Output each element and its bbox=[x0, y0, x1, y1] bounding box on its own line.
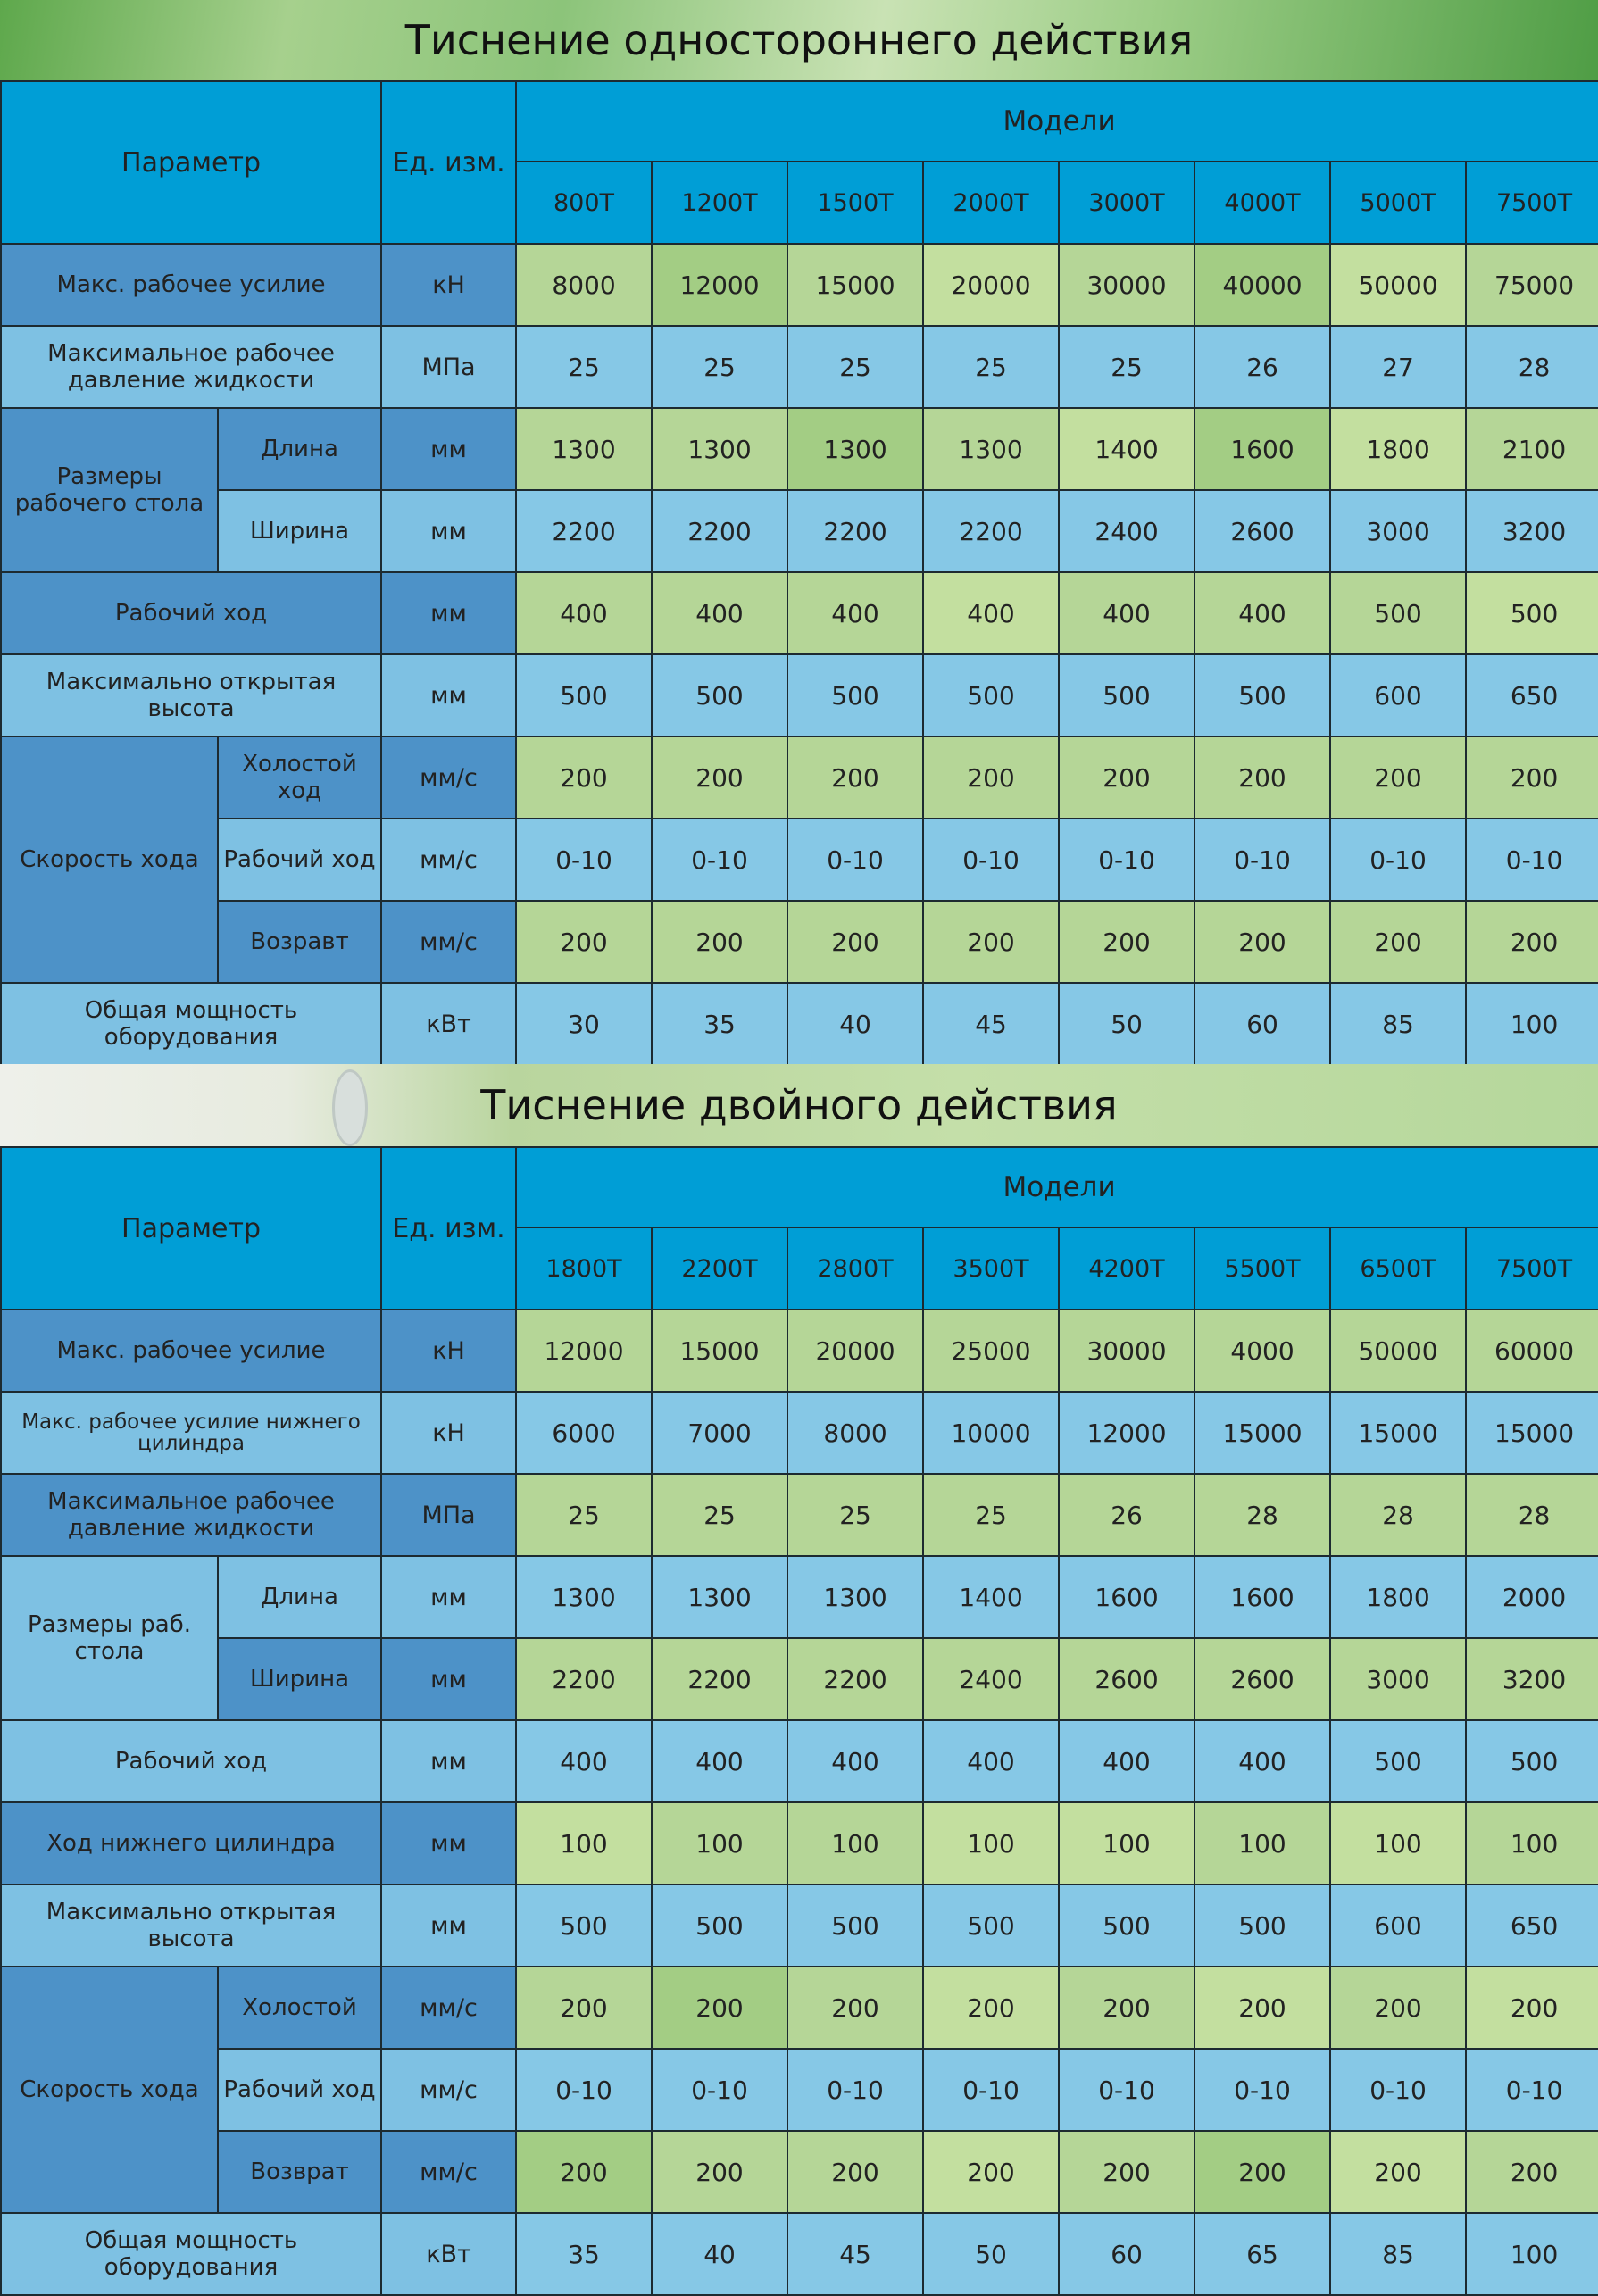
unit-cell: МПа bbox=[381, 326, 516, 408]
model-cell: 7500T bbox=[1466, 162, 1598, 244]
value-cell: 200 bbox=[1466, 736, 1598, 819]
value-cell: 0-10 bbox=[1466, 2049, 1598, 2131]
value-cell: 1300 bbox=[516, 408, 652, 490]
value-cell: 200 bbox=[516, 1967, 652, 2049]
value-cell: 200 bbox=[1194, 2131, 1330, 2213]
param-label: Максимальное рабочее давление жидкости bbox=[1, 1474, 381, 1556]
value-cell: 12000 bbox=[1059, 1392, 1194, 1474]
param-label: Рабочий ход bbox=[218, 819, 381, 901]
table-row bbox=[1, 1310, 1598, 1392]
value-cell: 2200 bbox=[787, 1638, 923, 1720]
unit-cell: кН bbox=[381, 1310, 516, 1392]
unit-cell: мм bbox=[381, 654, 516, 736]
section-title-text: Тиснение двойного действия bbox=[480, 1081, 1118, 1129]
value-cell: 2600 bbox=[1059, 1638, 1194, 1720]
value-cell: 400 bbox=[1194, 1720, 1330, 1802]
model-cell: 6500T bbox=[1330, 1227, 1466, 1310]
value-cell: 500 bbox=[1330, 1720, 1466, 1802]
unit-cell: мм bbox=[381, 1720, 516, 1802]
table-header-row bbox=[1, 1147, 1598, 1227]
value-cell: 200 bbox=[1194, 736, 1330, 819]
section-title-double-action bbox=[0, 1064, 1598, 1146]
spec-table-single-action bbox=[0, 80, 1598, 1066]
value-cell: 25 bbox=[652, 1474, 787, 1556]
value-cell: 500 bbox=[516, 654, 652, 736]
value-cell: 200 bbox=[652, 736, 787, 819]
value-cell: 200 bbox=[1466, 901, 1598, 983]
value-cell: 100 bbox=[1330, 1802, 1466, 1884]
value-cell: 3000 bbox=[1330, 490, 1466, 572]
value-cell: 25 bbox=[787, 1474, 923, 1556]
value-cell: 500 bbox=[652, 1884, 787, 1967]
value-cell: 500 bbox=[1059, 1884, 1194, 1967]
value-cell: 0-10 bbox=[516, 2049, 652, 2131]
value-cell: 0-10 bbox=[652, 2049, 787, 2131]
value-cell: 0-10 bbox=[923, 819, 1059, 901]
value-cell: 400 bbox=[787, 572, 923, 654]
value-cell: 400 bbox=[1059, 572, 1194, 654]
value-cell: 200 bbox=[1194, 1967, 1330, 2049]
param-group-label: Размеры рабочего стола bbox=[1, 408, 218, 572]
value-cell: 30000 bbox=[1059, 244, 1194, 326]
value-cell: 400 bbox=[1059, 1720, 1194, 1802]
unit-cell: мм/с bbox=[381, 2131, 516, 2213]
value-cell: 45 bbox=[923, 983, 1059, 1065]
unit-cell: мм bbox=[381, 1556, 516, 1638]
table-row bbox=[1, 1720, 1598, 1802]
param-label: Макс. рабочее усилие bbox=[1, 1310, 381, 1392]
value-cell: 2600 bbox=[1194, 490, 1330, 572]
model-cell: 2800T bbox=[787, 1227, 923, 1310]
value-cell: 100 bbox=[1466, 983, 1598, 1065]
table-row bbox=[1, 901, 1598, 983]
table-row bbox=[1, 1967, 1598, 2049]
param-label: Длина bbox=[218, 408, 381, 490]
table-row bbox=[1, 819, 1598, 901]
value-cell: 100 bbox=[787, 1802, 923, 1884]
spec-table-double-action bbox=[0, 1146, 1598, 2296]
value-cell: 600 bbox=[1330, 654, 1466, 736]
value-cell: 60 bbox=[1059, 2213, 1194, 2295]
table-row bbox=[1, 983, 1598, 1065]
value-cell: 200 bbox=[516, 736, 652, 819]
model-cell: 5500T bbox=[1194, 1227, 1330, 1310]
header-unit: Ед. изм. bbox=[381, 81, 516, 244]
value-cell: 200 bbox=[923, 736, 1059, 819]
value-cell: 50 bbox=[923, 2213, 1059, 2295]
value-cell: 15000 bbox=[1330, 1392, 1466, 1474]
value-cell: 28 bbox=[1466, 326, 1598, 408]
value-cell: 26 bbox=[1194, 326, 1330, 408]
value-cell: 3200 bbox=[1466, 1638, 1598, 1720]
value-cell: 25 bbox=[652, 326, 787, 408]
value-cell: 100 bbox=[1466, 2213, 1598, 2295]
value-cell: 500 bbox=[516, 1884, 652, 1967]
unit-cell: мм bbox=[381, 1638, 516, 1720]
value-cell: 500 bbox=[1330, 572, 1466, 654]
table-row bbox=[1, 1474, 1598, 1556]
value-cell: 200 bbox=[1330, 1967, 1466, 2049]
param-label: Ширина bbox=[218, 1638, 381, 1720]
model-cell: 4000T bbox=[1194, 162, 1330, 244]
value-cell: 200 bbox=[787, 736, 923, 819]
value-cell: 100 bbox=[1466, 1802, 1598, 1884]
value-cell: 30000 bbox=[1059, 1310, 1194, 1392]
param-label: Максимальное рабочее давление жидкости bbox=[1, 326, 381, 408]
param-label: Макс. рабочее усилие bbox=[1, 244, 381, 326]
unit-cell: МПа bbox=[381, 1474, 516, 1556]
param-label: Ширина bbox=[218, 490, 381, 572]
value-cell: 50000 bbox=[1330, 244, 1466, 326]
value-cell: 0-10 bbox=[1059, 2049, 1194, 2131]
value-cell: 200 bbox=[1059, 901, 1194, 983]
value-cell: 200 bbox=[923, 1967, 1059, 2049]
table-row bbox=[1, 326, 1598, 408]
value-cell: 15000 bbox=[1466, 1392, 1598, 1474]
unit-cell: кН bbox=[381, 244, 516, 326]
value-cell: 1600 bbox=[1194, 1556, 1330, 1638]
value-cell: 500 bbox=[1194, 1884, 1330, 1967]
value-cell: 1300 bbox=[787, 1556, 923, 1638]
unit-cell: мм/с bbox=[381, 1967, 516, 2049]
param-label: Общая мощность оборудования bbox=[1, 983, 381, 1065]
value-cell: 100 bbox=[516, 1802, 652, 1884]
value-cell: 25 bbox=[923, 1474, 1059, 1556]
value-cell: 20000 bbox=[923, 244, 1059, 326]
section-title-single-action bbox=[0, 0, 1598, 80]
value-cell: 2200 bbox=[923, 490, 1059, 572]
param-label: Максимально открытая высота bbox=[1, 654, 381, 736]
value-cell: 12000 bbox=[652, 244, 787, 326]
value-cell: 3200 bbox=[1466, 490, 1598, 572]
model-cell: 1800T bbox=[516, 1227, 652, 1310]
value-cell: 200 bbox=[652, 1967, 787, 2049]
value-cell: 8000 bbox=[787, 1392, 923, 1474]
value-cell: 500 bbox=[1194, 654, 1330, 736]
table-row bbox=[1, 490, 1598, 572]
value-cell: 200 bbox=[1059, 1967, 1194, 2049]
value-cell: 2200 bbox=[652, 1638, 787, 1720]
value-cell: 0-10 bbox=[787, 819, 923, 901]
unit-cell: мм bbox=[381, 408, 516, 490]
value-cell: 50 bbox=[1059, 983, 1194, 1065]
table-header-row bbox=[1, 81, 1598, 162]
param-label: Рабочий ход bbox=[1, 1720, 381, 1802]
value-cell: 75000 bbox=[1466, 244, 1598, 326]
value-cell: 100 bbox=[923, 1802, 1059, 1884]
table-row bbox=[1, 244, 1598, 326]
model-cell: 4200T bbox=[1059, 1227, 1194, 1310]
value-cell: 85 bbox=[1330, 2213, 1466, 2295]
value-cell: 2400 bbox=[1059, 490, 1194, 572]
unit-cell: кВт bbox=[381, 983, 516, 1065]
table-row bbox=[1, 1392, 1598, 1474]
disc-decoration-icon bbox=[332, 1069, 368, 1146]
value-cell: 400 bbox=[787, 1720, 923, 1802]
value-cell: 400 bbox=[652, 1720, 787, 1802]
param-label: Общая мощность оборудования bbox=[1, 2213, 381, 2295]
param-label: Макс. рабочее усилие нижнего цилиндра bbox=[1, 1392, 381, 1474]
value-cell: 200 bbox=[787, 901, 923, 983]
value-cell: 12000 bbox=[516, 1310, 652, 1392]
value-cell: 85 bbox=[1330, 983, 1466, 1065]
table-row bbox=[1, 572, 1598, 654]
header-param: Параметр bbox=[1, 81, 381, 244]
unit-cell: мм bbox=[381, 572, 516, 654]
param-label: Максимально открытая высота bbox=[1, 1884, 381, 1967]
value-cell: 200 bbox=[1466, 1967, 1598, 2049]
value-cell: 2100 bbox=[1466, 408, 1598, 490]
model-cell: 3000T bbox=[1059, 162, 1194, 244]
section-title-text: Тиснение одностороннего действия bbox=[404, 16, 1194, 64]
table-row bbox=[1, 1638, 1598, 1720]
value-cell: 200 bbox=[516, 2131, 652, 2213]
value-cell: 200 bbox=[1330, 736, 1466, 819]
value-cell: 25 bbox=[1059, 326, 1194, 408]
value-cell: 200 bbox=[1330, 901, 1466, 983]
param-label: Возравт bbox=[218, 901, 381, 983]
value-cell: 15000 bbox=[1194, 1392, 1330, 1474]
value-cell: 1800 bbox=[1330, 408, 1466, 490]
model-cell: 5000T bbox=[1330, 162, 1466, 244]
value-cell: 0-10 bbox=[787, 2049, 923, 2131]
value-cell: 1600 bbox=[1059, 1556, 1194, 1638]
value-cell: 650 bbox=[1466, 1884, 1598, 1967]
value-cell: 400 bbox=[1194, 572, 1330, 654]
value-cell: 400 bbox=[652, 572, 787, 654]
value-cell: 4000 bbox=[1194, 1310, 1330, 1392]
header-unit: Ед. изм. bbox=[381, 1147, 516, 1310]
value-cell: 15000 bbox=[787, 244, 923, 326]
unit-cell: кВт bbox=[381, 2213, 516, 2295]
value-cell: 1300 bbox=[787, 408, 923, 490]
value-cell: 2600 bbox=[1194, 1638, 1330, 1720]
header-param: Параметр bbox=[1, 1147, 381, 1310]
value-cell: 100 bbox=[652, 1802, 787, 1884]
table-row bbox=[1, 2131, 1598, 2213]
value-cell: 1400 bbox=[1059, 408, 1194, 490]
value-cell: 35 bbox=[652, 983, 787, 1065]
value-cell: 1600 bbox=[1194, 408, 1330, 490]
value-cell: 28 bbox=[1330, 1474, 1466, 1556]
value-cell: 30 bbox=[516, 983, 652, 1065]
value-cell: 25 bbox=[923, 326, 1059, 408]
value-cell: 50000 bbox=[1330, 1310, 1466, 1392]
value-cell: 60000 bbox=[1466, 1310, 1598, 1392]
model-cell: 2000T bbox=[923, 162, 1059, 244]
value-cell: 100 bbox=[1194, 1802, 1330, 1884]
param-label: Рабочий ход bbox=[218, 2049, 381, 2131]
value-cell: 0-10 bbox=[1466, 819, 1598, 901]
value-cell: 0-10 bbox=[1059, 819, 1194, 901]
value-cell: 25 bbox=[516, 1474, 652, 1556]
unit-cell: мм/с bbox=[381, 819, 516, 901]
value-cell: 2000 bbox=[1466, 1556, 1598, 1638]
unit-cell: мм bbox=[381, 490, 516, 572]
value-cell: 60 bbox=[1194, 983, 1330, 1065]
value-cell: 2200 bbox=[652, 490, 787, 572]
table-row bbox=[1, 2213, 1598, 2295]
value-cell: 650 bbox=[1466, 654, 1598, 736]
value-cell: 0-10 bbox=[1330, 2049, 1466, 2131]
value-cell: 65 bbox=[1194, 2213, 1330, 2295]
value-cell: 7000 bbox=[652, 1392, 787, 1474]
value-cell: 500 bbox=[1466, 572, 1598, 654]
table-row bbox=[1, 408, 1598, 490]
value-cell: 400 bbox=[516, 572, 652, 654]
value-cell: 0-10 bbox=[1330, 819, 1466, 901]
value-cell: 0-10 bbox=[1194, 819, 1330, 901]
param-label: Возврат bbox=[218, 2131, 381, 2213]
value-cell: 1300 bbox=[923, 408, 1059, 490]
value-cell: 1300 bbox=[516, 1556, 652, 1638]
value-cell: 600 bbox=[1330, 1884, 1466, 1967]
param-label: Длина bbox=[218, 1556, 381, 1638]
param-label: Рабочий ход bbox=[1, 572, 381, 654]
value-cell: 0-10 bbox=[652, 819, 787, 901]
value-cell: 0-10 bbox=[1194, 2049, 1330, 2131]
table-row bbox=[1, 2049, 1598, 2131]
value-cell: 200 bbox=[652, 901, 787, 983]
value-cell: 200 bbox=[1330, 2131, 1466, 2213]
value-cell: 3000 bbox=[1330, 1638, 1466, 1720]
value-cell: 500 bbox=[787, 1884, 923, 1967]
value-cell: 500 bbox=[1466, 1720, 1598, 1802]
unit-cell: мм bbox=[381, 1884, 516, 1967]
value-cell: 2200 bbox=[516, 490, 652, 572]
value-cell: 400 bbox=[516, 1720, 652, 1802]
header-models: Модели bbox=[516, 1147, 1598, 1227]
value-cell: 25 bbox=[787, 326, 923, 408]
value-cell: 400 bbox=[923, 572, 1059, 654]
param-group-label: Скорость хода bbox=[1, 736, 218, 983]
value-cell: 20000 bbox=[787, 1310, 923, 1392]
value-cell: 8000 bbox=[516, 244, 652, 326]
value-cell: 200 bbox=[652, 2131, 787, 2213]
unit-cell: мм/с bbox=[381, 2049, 516, 2131]
value-cell: 40000 bbox=[1194, 244, 1330, 326]
value-cell: 200 bbox=[787, 1967, 923, 2049]
value-cell: 200 bbox=[1194, 901, 1330, 983]
value-cell: 25000 bbox=[923, 1310, 1059, 1392]
model-cell: 2200T bbox=[652, 1227, 787, 1310]
value-cell: 2400 bbox=[923, 1638, 1059, 1720]
value-cell: 0-10 bbox=[516, 819, 652, 901]
value-cell: 200 bbox=[1466, 2131, 1598, 2213]
value-cell: 2200 bbox=[516, 1638, 652, 1720]
value-cell: 1300 bbox=[652, 408, 787, 490]
value-cell: 200 bbox=[787, 2131, 923, 2213]
value-cell: 500 bbox=[1059, 654, 1194, 736]
value-cell: 500 bbox=[923, 1884, 1059, 1967]
value-cell: 500 bbox=[923, 654, 1059, 736]
model-cell: 1200T bbox=[652, 162, 787, 244]
value-cell: 200 bbox=[923, 901, 1059, 983]
param-label: Холостой ход bbox=[218, 736, 381, 819]
table-row bbox=[1, 1802, 1598, 1884]
param-group-label: Размеры раб. стола bbox=[1, 1556, 218, 1720]
value-cell: 200 bbox=[1059, 2131, 1194, 2213]
value-cell: 1400 bbox=[923, 1556, 1059, 1638]
value-cell: 200 bbox=[1059, 736, 1194, 819]
value-cell: 500 bbox=[652, 654, 787, 736]
value-cell: 40 bbox=[652, 2213, 787, 2295]
unit-cell: кН bbox=[381, 1392, 516, 1474]
unit-cell: мм/с bbox=[381, 736, 516, 819]
unit-cell: мм/с bbox=[381, 901, 516, 983]
table-row bbox=[1, 736, 1598, 819]
value-cell: 15000 bbox=[652, 1310, 787, 1392]
value-cell: 400 bbox=[923, 1720, 1059, 1802]
value-cell: 28 bbox=[1194, 1474, 1330, 1556]
value-cell: 200 bbox=[923, 2131, 1059, 2213]
table-row bbox=[1, 1556, 1598, 1638]
table-row bbox=[1, 1884, 1598, 1967]
value-cell: 0-10 bbox=[923, 2049, 1059, 2131]
value-cell: 35 bbox=[516, 2213, 652, 2295]
model-cell: 1500T bbox=[787, 162, 923, 244]
value-cell: 26 bbox=[1059, 1474, 1194, 1556]
model-cell: 3500T bbox=[923, 1227, 1059, 1310]
value-cell: 1300 bbox=[652, 1556, 787, 1638]
value-cell: 2200 bbox=[787, 490, 923, 572]
value-cell: 100 bbox=[1059, 1802, 1194, 1884]
value-cell: 28 bbox=[1466, 1474, 1598, 1556]
value-cell: 10000 bbox=[923, 1392, 1059, 1474]
value-cell: 45 bbox=[787, 2213, 923, 2295]
value-cell: 500 bbox=[787, 654, 923, 736]
header-models: Модели bbox=[516, 81, 1598, 162]
param-label: Холостой bbox=[218, 1967, 381, 2049]
value-cell: 200 bbox=[516, 901, 652, 983]
param-group-label: Скорость хода bbox=[1, 1967, 218, 2213]
value-cell: 27 bbox=[1330, 326, 1466, 408]
unit-cell: мм bbox=[381, 1802, 516, 1884]
value-cell: 40 bbox=[787, 983, 923, 1065]
value-cell: 1800 bbox=[1330, 1556, 1466, 1638]
value-cell: 25 bbox=[516, 326, 652, 408]
table-row bbox=[1, 654, 1598, 736]
value-cell: 6000 bbox=[516, 1392, 652, 1474]
model-cell: 7500T bbox=[1466, 1227, 1598, 1310]
param-label: Ход нижнего цилиндра bbox=[1, 1802, 381, 1884]
model-cell: 800T bbox=[516, 162, 652, 244]
